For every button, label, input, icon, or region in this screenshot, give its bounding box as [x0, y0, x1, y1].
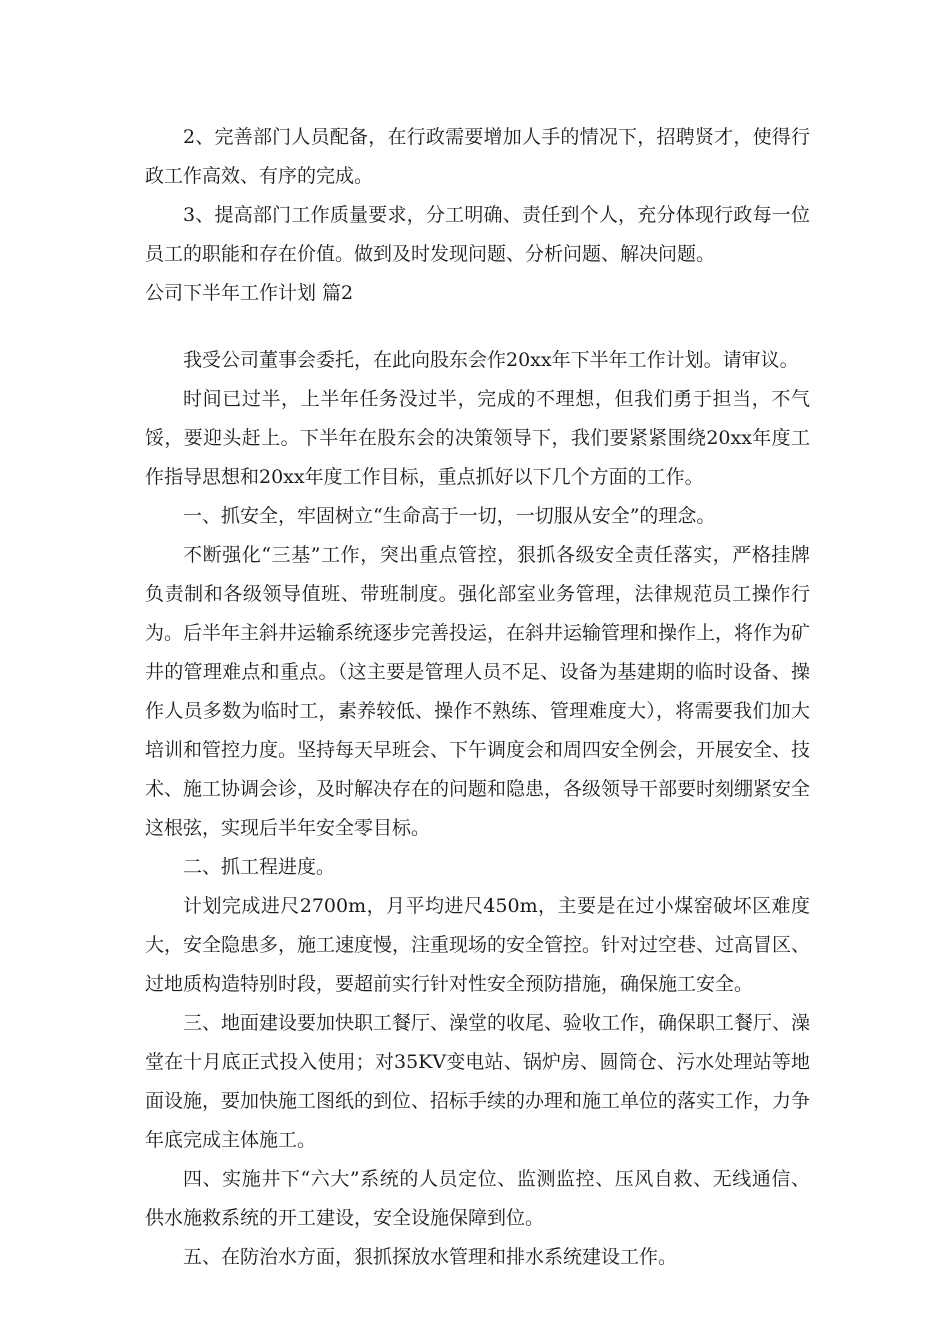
document-body — [145, 118, 810, 1277]
paragraph-progress-heading: 二、抓工程进度。 — [183, 856, 336, 878]
intro-item-2: 2、完善部门人员配备，在行政需要增加人手的情况下，招聘贤才，使得行政工作高效、有序的完成。 — [145, 126, 810, 187]
paragraph-six-systems: 四、实施井下“六大”系统的人员定位、监测监控、压风自救、无线通信、供水施救系统的开工建设，安全设施保障到位。 — [145, 1168, 810, 1229]
paragraph-surface-construction: 三、地面建设要加快职工餐厅、澡堂的收尾、验收工作，确保职工餐厅、澡堂在十月底正式投入使用；对35KV变电站、锅炉房、圆筒仓、污水处理站等地面设施，要加快施工图纸的到位、招标手续的办理和施工单位的落实工作，力争年底完成主体施工。 — [145, 1012, 811, 1151]
paragraph-overview: 时间已过半，上半年任务没过半，完成的不理想，但我们勇于担当，不气馁，要迎头赶上。下半年在股东会的决策领导下，我们要紧紧围绕20xx年度工作指导思想和20xx年度工作目标，重点抓好以下几个方面的工作。 — [145, 388, 810, 488]
intro-item-3: 3、提高部门工作质量要求，分工明确、责任到个人，充分体现行政每一位员工的职能和存在价值。做到及时发现问题、分析问题、解决问题。 — [145, 204, 810, 265]
paragraph-safety-heading: 一、抓安全，牢固树立“生命高于一切，一切服从安全”的理念。 — [183, 505, 716, 527]
paragraph-water-control: 五、在防治水方面，狠抓探放水管理和排水系统建设工作。 — [183, 1246, 678, 1268]
paragraph-progress-detail: 计划完成进尺2700m，月平均进尺450m，主要是在过小煤窑破坏区难度大，安全隐患多，施工速度慢，注重现场的安全管控。针对过空巷、过高冒区、过地质构造特别时段，要超前实行针对性安全预防措施，确保施工安全。 — [145, 895, 811, 995]
paragraph-safety-detail: 不断强化“三基”工作，突出重点管控，狠抓各级安全责任落实，严格挂牌负责制和各级领导值班、带班制度。强化部室业务管理，法律规范员工操作行为。后半年主斜井运输系统逐步完善投运，在斜井运输管理和操作上，将作为矿井的管理难点和重点。（这主要是管理人员不足、设备为基建期的临时设备、操作人员多数为临时工，素养较低、操作不熟练、管理难度大），将需要我们加大培训和管控力度。坚持每天早班会、下午调度会和周四安全例会，开展安全、技术、施工协调会诊，及时解决存在的问题和隐患，各级领导干部要时刻绷紧安全这根弦，实现后半年安全零目标。 — [145, 544, 811, 839]
section-title: 公司下半年工作计划 篇2 — [145, 282, 354, 304]
paragraph-commission: 我受公司董事会委托，在此向股东会作20xx年下半年工作计划。请审议。 — [183, 349, 799, 371]
